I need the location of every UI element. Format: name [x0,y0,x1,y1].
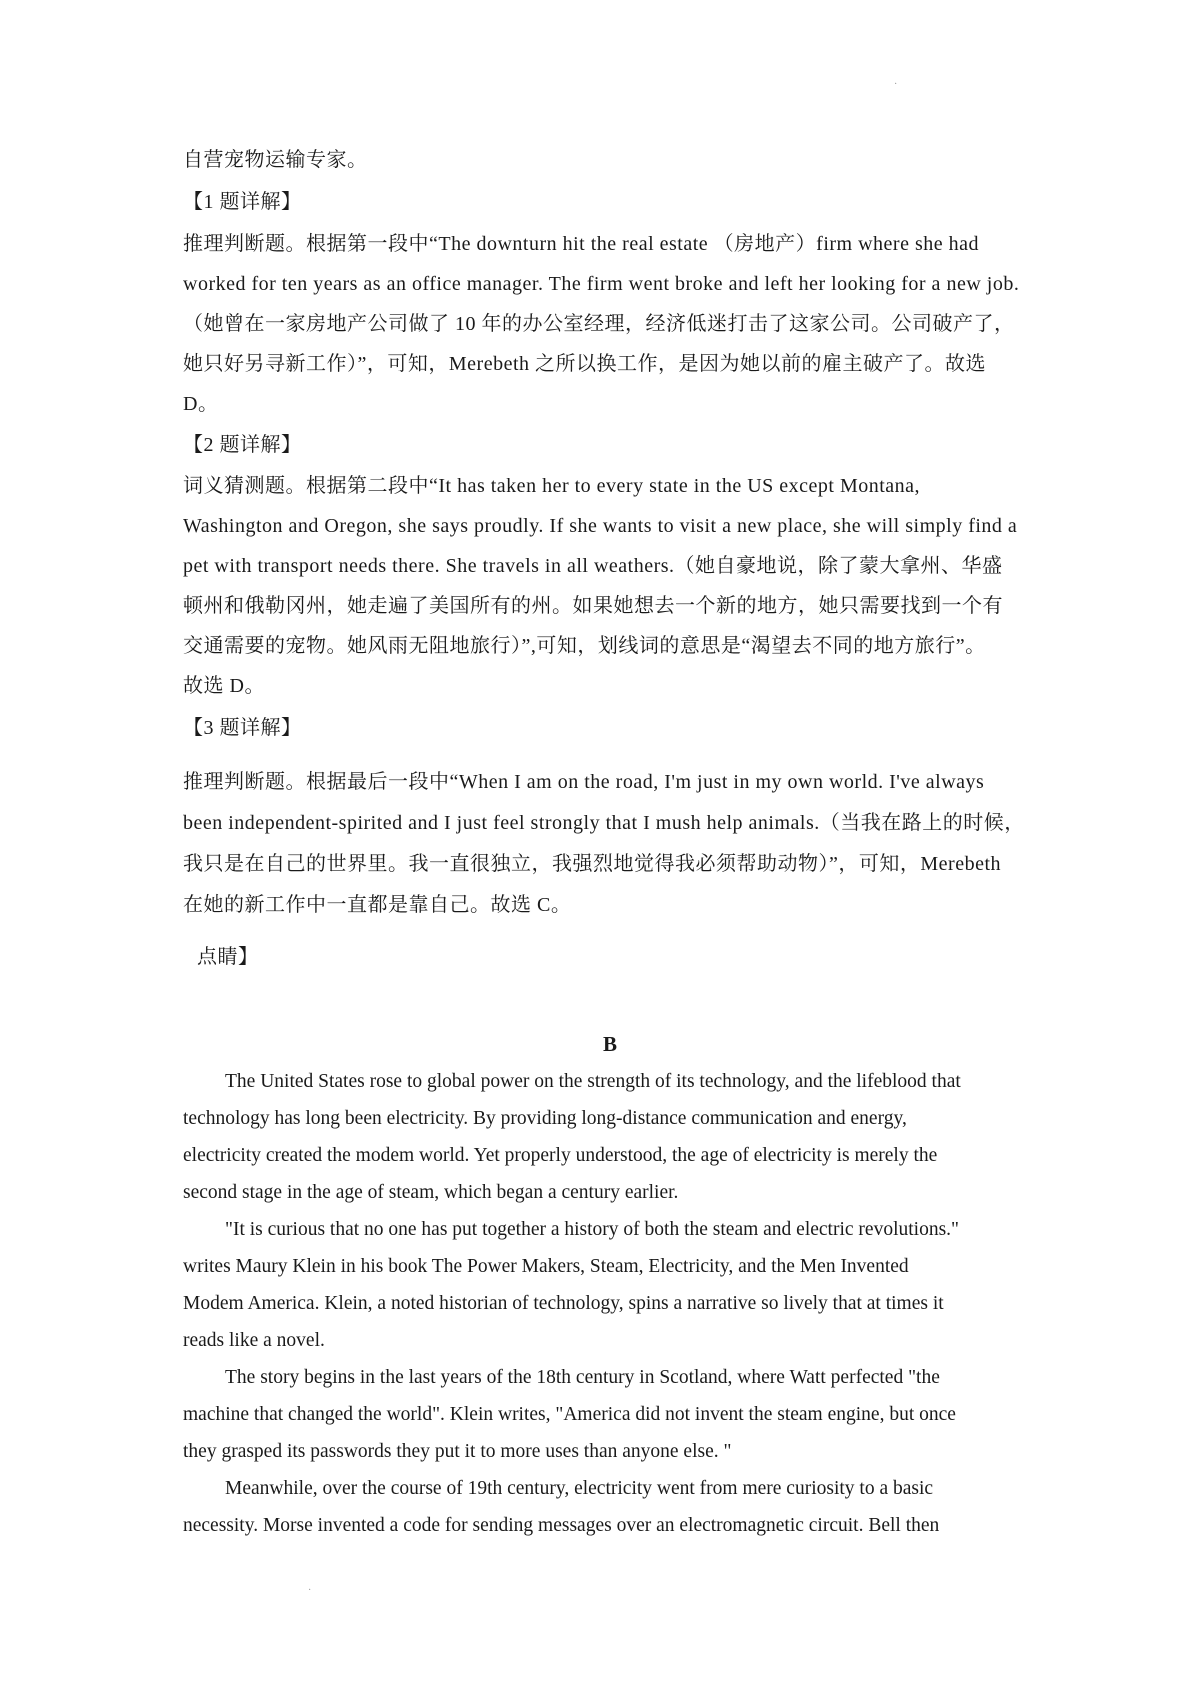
q2-line: 故选 D。 [183,675,265,697]
q1-line: （她曾在一家房地产公司做了 10 年的办公室经理，经济低迷打击了这家公司。公司破产了， [183,313,1015,335]
q3-line: 推理判断题。根据最后一段中“When I am on the road, I'm just in my own world. I've always [183,771,985,793]
q2-heading: 【2 题详解】 [183,434,302,456]
passage-line: machine that changed the world". Klein writes, "America did not invent the steam engine, but once [183,1404,956,1425]
passage-line: reads like a novel. [183,1330,325,1351]
q1-line: 她只好另寻新工作）”，可知，Merebeth 之所以换工作，是因为她以前的雇主破产了。故选 [183,353,987,375]
passage-line: writes Maury Klein in his book The Power Makers, Steam, Electricity, and the Men Invented [183,1256,909,1277]
q3-heading: 【3 题详解】 [183,717,302,739]
q3-line: 我只是在自己的世界里。我一直很独立，我强烈地觉得我必须帮助动物）”，可知，Merebeth [183,853,1002,875]
q1-line: worked for ten years as an office manager. The firm went broke and left her looking for a new job. [183,273,1020,295]
q2-line: 交通需要的宠物。她风雨无阻地旅行）”,可知，划线词的意思是“渴望去不同的地方旅行”。 [183,635,986,657]
q1-heading: 【1 题详解】 [183,191,302,213]
passage-line: necessity. Morse invented a code for sending messages over an electromagnetic circuit. Bell then [183,1515,940,1536]
q3-line: 在她的新工作中一直都是靠自己。故选 C。 [183,894,572,916]
scan-mark: · [894,79,898,90]
passage-line: they grasped its passwords they put it to more uses than anyone else. " [183,1441,732,1462]
point-heading: 点睛】 [197,946,259,968]
q2-line: 词义猜测题。根据第二段中“It has taken her to every state in the US except Montana, [183,475,921,497]
passage-line: The story begins in the last years of the 18th century in Scotland, where Watt perfected "the [225,1367,940,1388]
passage-line: second stage in the age of steam, which began a century earlier. [183,1182,679,1203]
q1-line: 推理判断题。根据第一段中“The downturn hit the real estate （房地产）firm where she had [183,233,980,255]
q2-line: Washington and Oregon, she says proudly. If she wants to visit a new place, she will simply find a [183,515,1018,537]
q1-line: D。 [183,393,219,415]
q2-line: 顿州和俄勒冈州，她走遍了美国所有的州。如果她想去一个新的地方，她只需要找到一个有 [183,595,1003,617]
q2-line: pet with transport needs there. She travels in all weathers.（她自豪地说，除了蒙大拿州、华盛 [183,555,1003,577]
passage-line: technology has long been electricity. By providing long-distance communication and energy, [183,1108,907,1129]
passage-line: The United States rose to global power on the strength of its technology, and the lifeblood that [225,1071,961,1092]
passage-line: Meanwhile, over the course of 19th century, electricity went from mere curiosity to a basic [225,1478,934,1499]
passage-label: B [602,1032,617,1056]
scan-mark: · [308,1585,312,1596]
passage-line: "It is curious that no one has put together a history of both the steam and electric revolutions." [225,1219,959,1240]
passage-line: electricity created the modem world. Yet properly understood, the age of electricity is merely the [183,1145,938,1166]
passage-line: Modem America. Klein, a noted historian of technology, spins a narrative so lively that at times it [183,1293,944,1314]
q3-line: been independent-spirited and I just feel strongly that I mush help animals.（当我在路上的时候， [183,812,1025,834]
intro-line: 自营宠物运输专家。 [183,149,368,171]
